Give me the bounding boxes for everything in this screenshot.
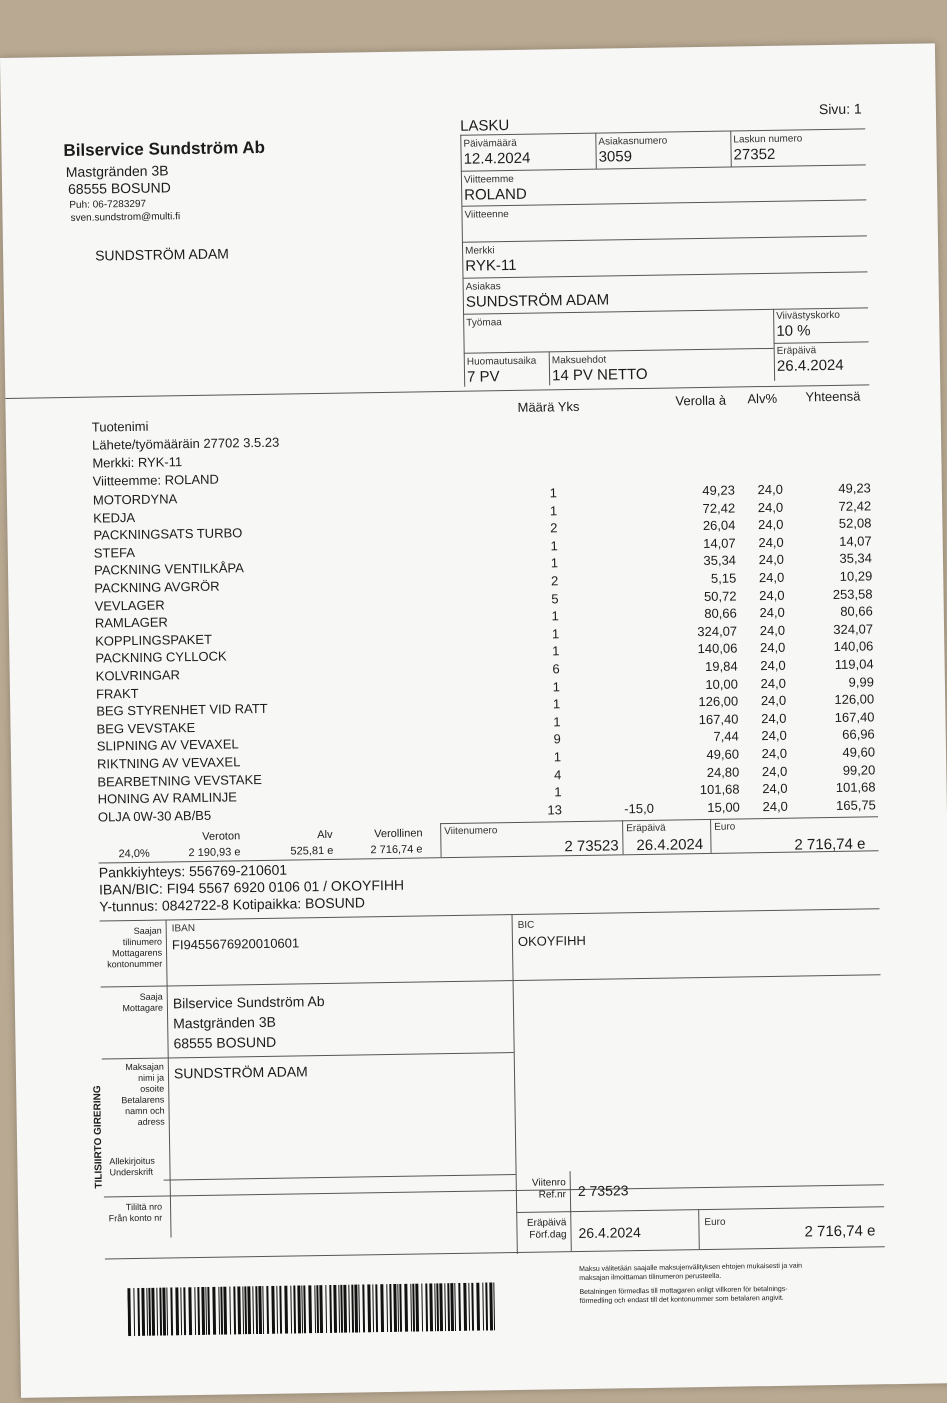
- customer-name: SUNDSTRÖM ADAM: [465, 291, 610, 311]
- customer-no-label: Asiakasnumero: [598, 135, 668, 148]
- page-number: Sivu: 1: [818, 100, 862, 118]
- mark-label: Merkki: [465, 245, 495, 257]
- item-name: PACKNING AVGRÖR: [94, 578, 220, 596]
- seller-city: 68555 BOSUND: [67, 179, 171, 197]
- item-vat-rate: 24,0: [760, 657, 786, 674]
- item-quantity: 1: [550, 538, 558, 554]
- item-unit-price: 49,60: [706, 746, 740, 762]
- item-total: 80,66: [840, 603, 873, 620]
- item-total: 324,07: [833, 621, 874, 637]
- iban-value: FI9455676920010601: [171, 935, 300, 953]
- item-quantity: 13: [547, 801, 562, 818]
- incl-vat-amount: 2 716,74 e: [370, 843, 423, 857]
- item-quantity: 9: [553, 731, 561, 747]
- bank-line: Pankkiyhteys: 556769-210601: [98, 861, 288, 881]
- item-vat-rate: 24,0: [758, 569, 785, 586]
- due-date: 26.4.2024: [776, 356, 844, 375]
- invoice-number: 27352: [733, 145, 776, 164]
- item-quantity: 6: [552, 661, 560, 677]
- header-price: Verolla à: [675, 392, 727, 409]
- item-total: 49,60: [842, 744, 876, 760]
- bic-value: OKOYFIHH: [517, 932, 586, 949]
- bank-iban-bic: IBAN/BIC: FI94 5567 6920 0106 01 / OKOYFIHH: [98, 876, 405, 898]
- item-name: VEVLAGER: [94, 597, 165, 614]
- item-name: RIKTNING AV VEVAXEL: [96, 754, 241, 772]
- item-quantity: 1: [552, 643, 560, 659]
- customer-number: 3059: [598, 148, 633, 166]
- item-name: BEG STYRENHET VID RATT: [96, 701, 268, 719]
- item-vat-rate: 24,0: [761, 728, 787, 744]
- item-unit-price: 126,00: [698, 693, 739, 710]
- item-vat-rate: 24,0: [762, 780, 788, 797]
- barcode: [127, 1282, 498, 1336]
- item-quantity: 1: [553, 749, 562, 765]
- item-unit-price: 10,00: [705, 676, 739, 692]
- worksite-label: Työmaa: [466, 317, 502, 329]
- invoice-no-label: Laskun numero: [733, 133, 803, 146]
- our-reference: ROLAND: [464, 185, 527, 204]
- item-unit-price: 15,00: [707, 799, 740, 815]
- item-name: RAMLAGER: [94, 614, 168, 631]
- recipient-name: SUNDSTRÖM ADAM: [94, 245, 230, 264]
- item-total: 35,34: [839, 550, 873, 567]
- item-total: 126,00: [834, 691, 875, 708]
- item-name: FRAKT: [95, 685, 139, 702]
- item-unit-price: 7,44: [713, 728, 739, 745]
- item-name: MOTORDYNA: [92, 491, 178, 508]
- due-date-summary: 26.4.2024: [636, 836, 704, 855]
- item-vat-rate: 24,0: [759, 604, 785, 621]
- vat-label: Alv: [317, 828, 333, 842]
- giro-due-date: 26.4.2024: [578, 1224, 641, 1242]
- line-items: [93, 480, 878, 826]
- item-unit-price: 26,04: [702, 517, 736, 534]
- item-name: PACKNING CYLLOCK: [95, 648, 227, 666]
- item-quantity: 4: [553, 766, 562, 782]
- item-vat-rate: 24,0: [758, 534, 784, 550]
- item-quantity: 1: [553, 713, 561, 730]
- item-total: 49,23: [838, 480, 871, 496]
- invoice-date: 12.4.2024: [463, 149, 531, 168]
- item-unit-price: 35,34: [703, 552, 737, 569]
- item-quantity: 1: [550, 555, 559, 571]
- item-total: 14,07: [839, 533, 872, 549]
- item-quantity: 1: [549, 502, 558, 519]
- customer-label: Asiakas: [465, 281, 501, 293]
- item-unit-price: 24,80: [706, 763, 740, 780]
- payee-account-label: Saajan tilinumero Mottagarens kontonummer: [107, 925, 163, 970]
- item-discount: [577, 730, 653, 731]
- seller-email: sven.sundstrom@multi.fi: [70, 211, 181, 224]
- item-discount: [574, 537, 650, 538]
- item-discount: [573, 519, 649, 520]
- item-discount: [574, 572, 650, 573]
- item-name: KOLVRINGAR: [95, 667, 181, 684]
- giro-reference: 2 73523: [577, 1182, 629, 1200]
- seller-name: Bilservice Sundström Ab: [63, 137, 266, 161]
- reference-number: 2 73523: [564, 837, 619, 856]
- header-vat: Alv%: [747, 390, 778, 407]
- vat-amount: 525,81 e: [290, 844, 334, 858]
- item-discount: [576, 677, 652, 678]
- item-vat-rate: 24,0: [759, 622, 786, 638]
- item-unit-price: 140,06: [697, 640, 738, 657]
- vat-rate: 24,0%: [118, 847, 150, 861]
- item-unit-price: 324,07: [697, 623, 738, 639]
- item-vat-rate: 24,0: [758, 552, 785, 568]
- payer-label: Maksajan nimi ja osoite Betalarens namn och adress: [121, 1061, 165, 1127]
- item-discount: [574, 554, 650, 555]
- giro-ref-label: Viitenro Ref.nr: [531, 1177, 567, 1201]
- item-vat-rate: 24,0: [759, 640, 786, 656]
- item-unit-price: 14,07: [703, 535, 736, 551]
- euro-label: Euro: [714, 821, 736, 833]
- info-line: Lähete/työmääräin 27702 3.5.23: [91, 434, 280, 453]
- item-vat-rate: 24,0: [757, 481, 783, 498]
- giro-euro-amount: 2 716,74 e: [804, 1222, 876, 1241]
- item-total: 10,29: [839, 568, 873, 584]
- item-total: 119,04: [834, 656, 874, 672]
- item-vat-rate: 24,0: [761, 745, 788, 762]
- item-vat-rate: 24,0: [760, 675, 787, 691]
- payment-terms: 14 PV NETTO: [551, 365, 648, 385]
- item-name: HONING AV RAMLINJE: [97, 789, 237, 807]
- item-total: 165,75: [835, 797, 876, 813]
- item-name: KEDJA: [93, 509, 136, 526]
- notice-label: Huomautusaika: [466, 355, 537, 368]
- total-euro: 2 716,74 e: [794, 835, 866, 854]
- item-discount: -15,0: [624, 800, 654, 816]
- item-discount: [574, 589, 650, 590]
- our-ref-label: Viitteemme: [463, 173, 514, 186]
- giro-due-label: Eräpäivä Förf.dag: [526, 1217, 567, 1241]
- item-total: 101,68: [835, 779, 876, 796]
- seller-phone: Puh: 06-7283297: [69, 198, 147, 211]
- item-discount: [573, 484, 649, 485]
- item-vat-rate: 24,0: [761, 763, 788, 779]
- item-total: 99,20: [842, 761, 876, 778]
- item-quantity: 1: [551, 608, 559, 624]
- due-label: Eräpäivä: [626, 822, 666, 835]
- item-name: SLIPNING AV VEVAXEL: [96, 736, 239, 754]
- late-interest: 10 %: [776, 322, 811, 340]
- item-unit-price: 5,15: [710, 570, 737, 586]
- item-vat-rate: 24,0: [759, 587, 785, 603]
- due-date-label: Eräpäivä: [776, 345, 817, 357]
- your-ref-label: Viitteenne: [464, 209, 509, 221]
- bic-label: BIC: [517, 919, 535, 931]
- item-discount: [577, 748, 653, 749]
- late-interest-label: Viivästyskorko: [776, 309, 840, 322]
- item-quantity: 1: [549, 485, 558, 501]
- item-name: OLJA 0W-30 AB/B5: [97, 807, 212, 825]
- header-total: Yhteensä: [805, 388, 861, 405]
- item-total: 66,96: [842, 726, 875, 743]
- item-discount: [575, 642, 651, 643]
- signature-label: Allekirjoitus Underskrift: [109, 1155, 155, 1178]
- item-discount: [577, 765, 653, 766]
- item-discount: [577, 783, 653, 784]
- item-discount: [576, 695, 652, 696]
- item-name: PACKNINGSATS TURBO: [93, 525, 243, 543]
- item-total: 72,42: [838, 497, 872, 514]
- item-unit-price: 50,72: [703, 588, 737, 604]
- item-total: 9,99: [848, 673, 875, 690]
- item-total: 140,06: [833, 638, 874, 655]
- giro-side-label: TILISIIRTO GIRERING: [92, 1085, 105, 1189]
- item-unit-price: 19,84: [704, 658, 738, 674]
- item-total: 52,08: [838, 515, 872, 532]
- item-unit-price: 49,23: [702, 482, 735, 499]
- item-quantity: 1: [554, 784, 562, 800]
- item-discount: [576, 713, 652, 714]
- item-unit-price: 80,66: [704, 605, 737, 622]
- item-unit-price: 72,42: [702, 500, 736, 516]
- info-line: Merkki: RYK-11: [92, 454, 183, 471]
- notice-period: 7 PV: [466, 368, 500, 386]
- giro-euro-label: Euro: [704, 1216, 726, 1229]
- item-name: STEFA: [93, 544, 136, 561]
- item-name: PACKNING VENTILKÅPA: [93, 560, 244, 578]
- business-id: Y-tunnus: 0842722-8 Kotipaikka: BOSUND: [99, 894, 366, 915]
- item-quantity: 1: [552, 678, 561, 694]
- seller-street: Mastgränden 3B: [65, 162, 169, 180]
- item-discount: [573, 501, 649, 502]
- info-line: Viitteemme: ROLAND: [92, 471, 219, 489]
- incl-vat-label: Verollinen: [374, 827, 423, 841]
- header-product-name: Tuotenimi: [91, 418, 149, 435]
- excl-vat-amount: 2 190,93 e: [188, 846, 241, 860]
- item-discount: [575, 625, 651, 626]
- ref-label: Viitenumero: [444, 825, 498, 838]
- payer-name: SUNDSTRÖM ADAM: [173, 1063, 308, 1082]
- item-total: 253,58: [832, 585, 873, 602]
- item-quantity: 5: [551, 590, 559, 606]
- item-quantity: 2: [550, 573, 559, 589]
- excl-vat-label: Veroton: [202, 830, 241, 843]
- item-unit-price: 101,68: [699, 781, 740, 798]
- vehicle-mark: RYK-11: [465, 256, 517, 275]
- item-discount: [576, 660, 652, 661]
- item-name: BEARBETNING VEVSTAKE: [97, 771, 262, 790]
- document-title: LASKU: [459, 117, 510, 135]
- payee-line: Bilservice Sundström Ab: [172, 993, 325, 1012]
- item-name: KOPPLINGSPAKET: [95, 631, 213, 649]
- item-unit-price: 167,40: [698, 711, 739, 727]
- item-name: BEG VEVSTAKE: [96, 719, 196, 737]
- from-account-label: Tililtä nro Från konto nr: [108, 1201, 163, 1224]
- header-qty-unit: Määrä Yks: [517, 398, 580, 415]
- invoice-paper: [0, 43, 947, 1398]
- date-label: Päivämäärä: [463, 137, 517, 150]
- item-vat-rate: 24,0: [757, 499, 784, 515]
- item-vat-rate: 24,0: [760, 692, 787, 709]
- item-vat-rate: 24,0: [757, 516, 784, 533]
- item-quantity: 1: [552, 696, 561, 712]
- item-discount: [575, 607, 651, 608]
- item-vat-rate: 24,0: [761, 710, 787, 726]
- payee-line: Mastgränden 3B: [173, 1013, 277, 1032]
- payee-line: 68555 BOSUND: [173, 1033, 277, 1052]
- item-total: 167,40: [834, 709, 875, 725]
- item-vat-rate: 24,0: [762, 798, 788, 814]
- iban-label: IBAN: [171, 923, 196, 935]
- payment-note: Maksu välitetään saajalle maksujenvälityksen ehtojen mukaisesti ja vain maksajan ilmoittaman tilinumeron perusteella. Betalningen förmedlas till mottagaren enligt villkoren för betalnings- förmedling och endast till det kontonummer som betalaren angivit.: [579, 1262, 803, 1306]
- payee-label: Saaja Mottagare: [122, 991, 164, 1014]
- item-quantity: 2: [550, 520, 558, 536]
- item-quantity: 1: [551, 626, 560, 642]
- terms-label: Maksuehdot: [551, 354, 607, 367]
